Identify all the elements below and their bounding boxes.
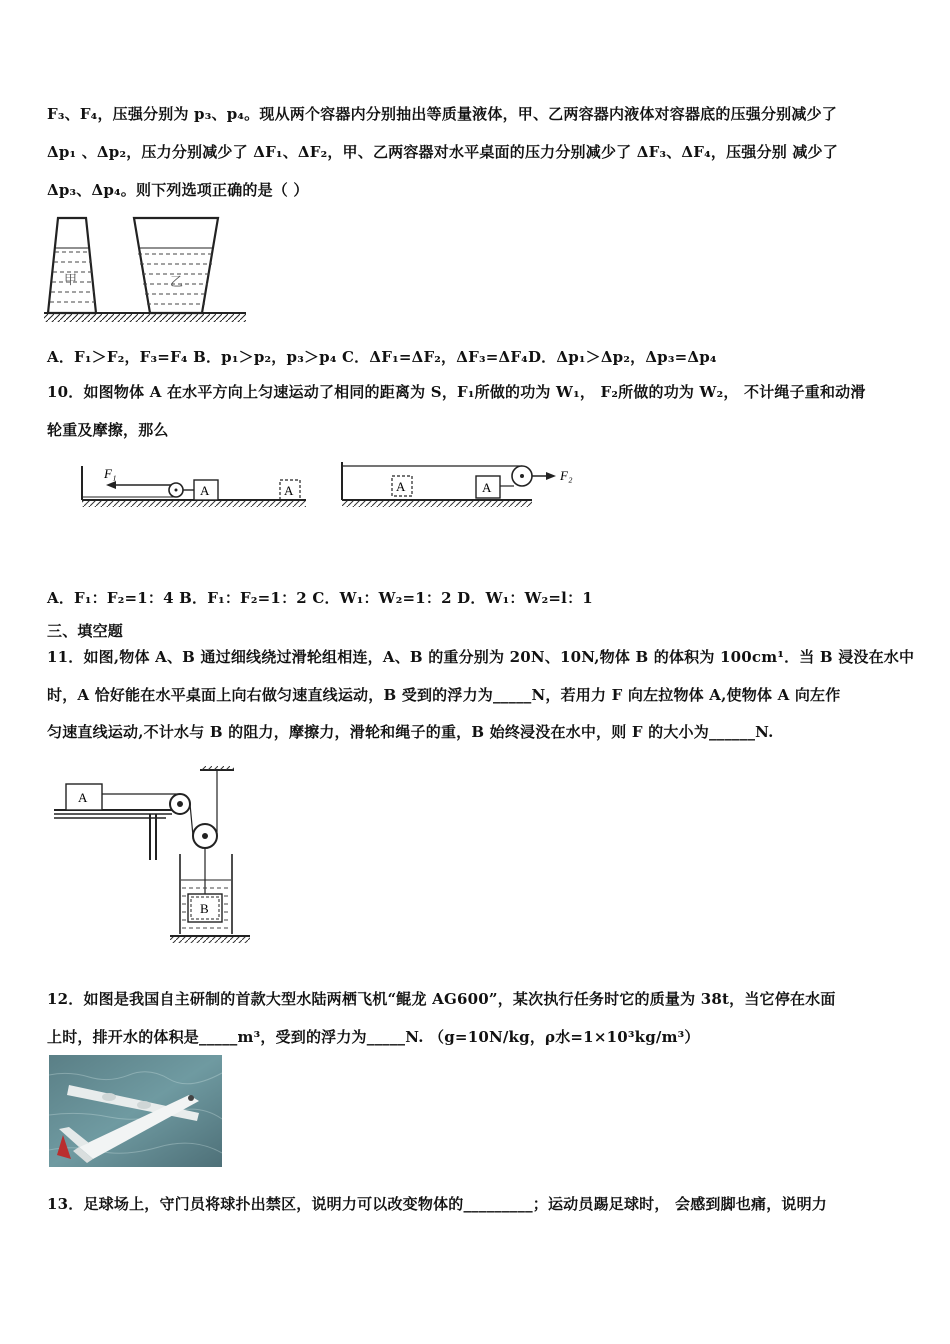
- q9-label-jia: 甲: [64, 272, 78, 287]
- q12-text-line1: 12．如图是我国自主研制的首款大型水陆两栖飞机“鲲龙 AG600”，某次执行任务时它的质量为 38t，当它停在水面: [47, 990, 836, 1008]
- q10-figure-left: [78, 458, 308, 510]
- q11-text-line3: 匀速直线运动,不计水与 B 的阻力，摩擦力，滑轮和绳子的重，B 始终浸没在水中，则 F 的大小为______N.: [47, 723, 774, 741]
- q11-text-line1: 11．如图,物体 A、B 通过细线绕过滑轮组相连，A、B 的重分别为 20N、10N,物体 B 的体积为 100cm¹．当 B 浸没在水中: [47, 648, 915, 666]
- q11-block-B: B: [200, 901, 209, 916]
- q11-pulley-figure: [50, 766, 260, 952]
- q10-block-A-right: A: [482, 480, 492, 495]
- q10-label-F2: F₂: [560, 468, 573, 483]
- q12-text-line2: 上时，排开水的体积是_____m³，受到的浮力为_____N. （g=10N/kg，ρ水=1×10³kg/m³）: [47, 1028, 700, 1046]
- q10-options: A．F₁：F₂=1：4 B．F₁：F₂=1：2 C．W₁：W₂=1：2 D．W₁：W₂=l：1: [47, 589, 593, 607]
- q11-block-A: A: [78, 790, 88, 805]
- q9-options: A．F₁＞F₂，F₃=F₄ B．p₁＞p₂，p₃＞p₄ C．ΔF₁=ΔF₂，ΔF₃=ΔF₄D．Δp₁＞Δp₂，Δp₃=Δp₄: [47, 348, 717, 366]
- q9-containers-figure: [42, 212, 248, 324]
- q9-text-line3: Δp₃、Δp₄。则下列选项正确的是（ ）: [47, 181, 309, 199]
- q9-text-line1: F₃、F₄，压强分别为 p₃、p₄。现从两个容器内分别抽出等质量液体，甲、乙两容器内液体对容器底的压强分别减少了: [47, 105, 837, 123]
- q11-text-line2: 时，A 恰好能在水平桌面上向右做匀速直线运动，B 受到的浮力为_____N，若用力 F 向左拉物体 A,使物体 A 向左作: [47, 686, 841, 704]
- q10-text-line2: 轮重及摩擦，那么: [47, 421, 169, 439]
- q10-block-A-dashed-left: A: [284, 483, 294, 498]
- section-heading: 三、填空题: [47, 622, 124, 640]
- q9-text-line2: Δp₁ 、Δp₂，压力分别减少了 ΔF₁、ΔF₂，甲、乙两容器对水平桌面的压力分别减少了 ΔF₃、ΔF₄，压强分别 减少了: [47, 143, 838, 161]
- q13-text-line1: 13．足球场上，守门员将球扑出禁区，说明力可以改变物体的_________；运动员踢足球时， 会感到脚也痛，说明力: [47, 1195, 828, 1213]
- q12-seaplane-photo: [49, 1055, 222, 1167]
- q10-figure-right: [336, 458, 582, 510]
- q9-label-yi: 乙: [170, 274, 184, 289]
- q10-label-F1: F₁: [104, 466, 117, 481]
- q10-text-line1: 10．如图物体 A 在水平方向上匀速运动了相同的距离为 S，F₁所做的功为 W₁， F₂所做的功为 W₂， 不计绳子重和动滑: [47, 383, 866, 401]
- q10-block-A-left: A: [200, 483, 210, 498]
- q10-block-A-dashed-right: A: [396, 479, 406, 494]
